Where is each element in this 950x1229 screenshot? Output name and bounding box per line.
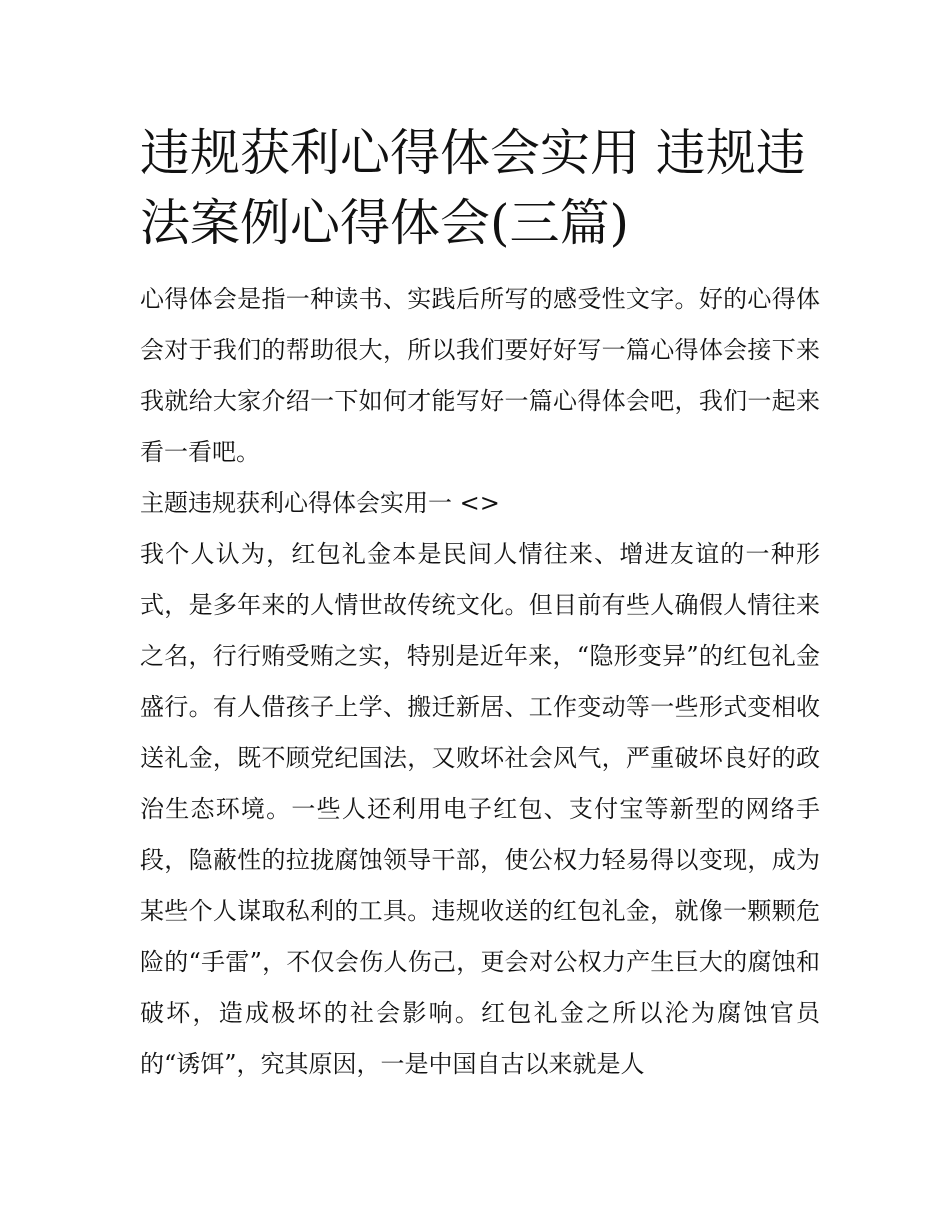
document-title: 违规获利心得体会实用 违规违法案例心得体会(三篇) <box>140 124 806 252</box>
body-paragraph: 我个人认为，红包礼金本是民间人情往来、增进友谊的一种形式，是多年来的人情世故传统文化。但目前有些人确假人情往来之名，行行贿受贿之实，特别是近年来，“隐形变异”的红包礼金盛行。有人借孩子上学、搬迁新居、工作变动等一些形式变相收送礼金，既不顾党纪国法，又败坏社会风气，严重破坏良好的政治生态环境。一些人还利用电子红包、支付宝等新型的网络手段，隐蔽性的拉拢腐蚀领导干部，使公权力轻易得以变现，成为某些个人谋取私利的工具。违规收送的红包礼金，就像一颗颗危险的“手雷”，不仅会伤人伤己，更会对公权力产生巨大的腐蚀和破坏，造成极坏的社会影响。红包礼金之所以沦为腐蚀官员的“诱饵”，究其原因，一是中国自古以来就是人 <box>140 540 820 1078</box>
document-body <box>140 274 820 1090</box>
section-heading: 主题违规获利心得体会实用一 <> <box>140 489 500 517</box>
intro-paragraph: 心得体会是指一种读书、实践后所写的感受性文字。好的心得体会对于我们的帮助很大，所以我们要好好写一篇心得体会接下来我就给大家介绍一下如何才能写好一篇心得体会吧，我们一起来看一看吧。 <box>140 285 820 466</box>
